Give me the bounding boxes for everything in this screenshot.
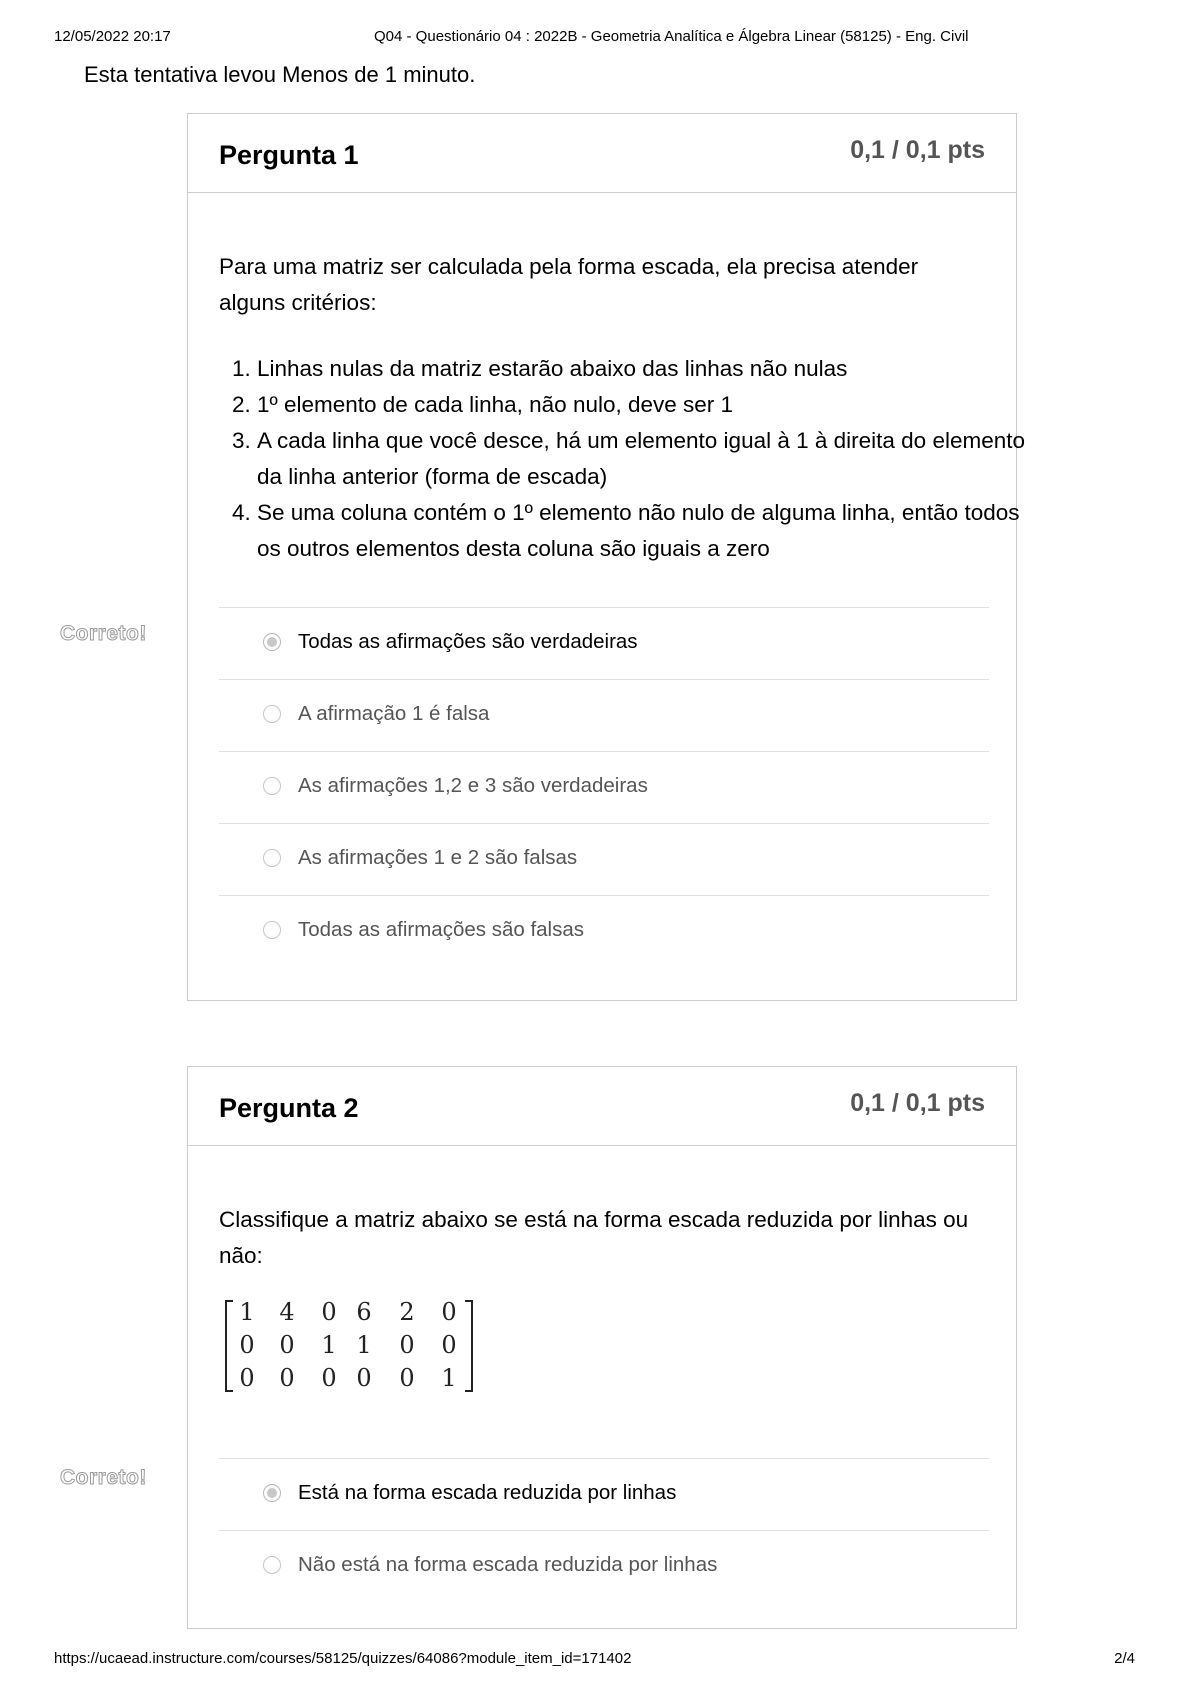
correct-flag: Correto! <box>60 1466 147 1489</box>
answer-label: Todas as afirmações são verdadeiras <box>298 630 638 653</box>
answer-option[interactable] <box>219 608 989 680</box>
answer-option[interactable] <box>219 896 989 968</box>
matrix-cell: 0 <box>321 1364 337 1392</box>
matrix-cell: 0 <box>239 1364 255 1392</box>
answer-option[interactable] <box>219 824 989 896</box>
radio-icon[interactable] <box>263 705 281 723</box>
criteria-list <box>219 351 1027 567</box>
answer-label: Está na forma escada reduzida por linhas <box>298 1481 677 1504</box>
answer-list <box>219 607 989 968</box>
answer-option[interactable] <box>219 1459 989 1531</box>
answer-label: Não está na forma escada reduzida por linhas <box>298 1553 718 1576</box>
criteria-item: 2. 1º elemento de cada linha, não nulo, deve ser 1 <box>257 387 1027 423</box>
answer-label: As afirmações 1 e 2 são falsas <box>298 846 578 869</box>
question-1 <box>187 113 1026 1001</box>
radio-icon[interactable] <box>263 777 281 795</box>
matrix-cell: 0 <box>239 1331 255 1359</box>
print-date: 12/05/2022 20:17 <box>54 28 171 45</box>
criteria-item: 1. Linhas nulas da matriz estarão abaixo das linhas não nulas <box>257 351 1027 387</box>
answer-option[interactable] <box>219 680 989 752</box>
question-header <box>188 114 1016 193</box>
question-text: Para uma matriz ser calculada pela forma escada, ela precisa atender alguns critérios: <box>219 254 919 315</box>
print-title: Q04 - Questionário 04 : 2022B - Geometria Analítica e Álgebra Linear (58125) - Eng. Civil <box>374 28 969 45</box>
question-2 <box>187 1066 1017 1629</box>
matrix-cell: 1 <box>441 1364 457 1392</box>
matrix-bracket-right <box>465 1300 473 1392</box>
answer-option[interactable] <box>219 752 989 824</box>
matrix-cell: 1 <box>321 1331 337 1359</box>
radio-selected-icon[interactable] <box>263 1484 281 1502</box>
answer-option[interactable] <box>219 1531 989 1603</box>
matrix-cell: 1 <box>239 1298 255 1326</box>
answer-label: A afirmação 1 é falsa <box>298 702 490 725</box>
page-number: 2/4 <box>1114 1650 1135 1667</box>
matrix-cell: 2 <box>399 1298 415 1326</box>
question-title: Pergunta 1 <box>219 140 359 170</box>
criteria-item: 4. Se uma coluna contém o 1º elemento não nulo de alguma linha, então todos os outros elementos desta coluna são iguais a zero <box>257 495 1027 567</box>
answer-label: Todas as afirmações são falsas <box>298 918 584 941</box>
matrix-bracket-left <box>225 1300 233 1392</box>
answer-label: As afirmações 1,2 e 3 são verdadeiras <box>298 774 648 797</box>
print-header <box>0 28 1191 52</box>
criteria-item: 3. A cada linha que você desce, há um elemento igual à 1 à direita do elemento da linha anterior (forma de escada) <box>257 423 1027 495</box>
matrix-cell: 0 <box>441 1331 457 1359</box>
radio-icon[interactable] <box>263 1556 281 1574</box>
matrix-cell: 4 <box>279 1298 295 1326</box>
radio-selected-icon[interactable] <box>263 633 281 651</box>
attempt-duration: Esta tentativa levou Menos de 1 minuto. <box>84 62 476 87</box>
radio-icon[interactable] <box>263 921 281 939</box>
matrix-cell: 0 <box>399 1364 415 1392</box>
matrix-cell: 0 <box>441 1298 457 1326</box>
matrix-cell: 0 <box>321 1298 337 1326</box>
matrix-cell: 0 <box>279 1331 295 1359</box>
matrix-cell: 0 <box>356 1364 372 1392</box>
correct-flag: Correto! <box>60 622 147 645</box>
page-url: https://ucaead.instructure.com/courses/58125/quizzes/64086?module_item_id=171402 <box>54 1650 632 1667</box>
matrix-cell: 6 <box>356 1298 372 1326</box>
question-header <box>188 1067 1016 1146</box>
matrix-cell: 0 <box>399 1331 415 1359</box>
matrix-cell: 1 <box>356 1331 372 1359</box>
question-text: Classifique a matriz abaixo se está na forma escada reduzida por linhas ou não: <box>219 1207 969 1268</box>
matrix-image <box>219 1296 481 1398</box>
matrix-cell: 0 <box>279 1364 295 1392</box>
question-points: 0,1 / 0,1 pts <box>850 136 985 164</box>
question-points: 0,1 / 0,1 pts <box>850 1089 985 1117</box>
answer-list <box>219 1458 989 1603</box>
radio-icon[interactable] <box>263 849 281 867</box>
question-title: Pergunta 2 <box>219 1093 359 1123</box>
